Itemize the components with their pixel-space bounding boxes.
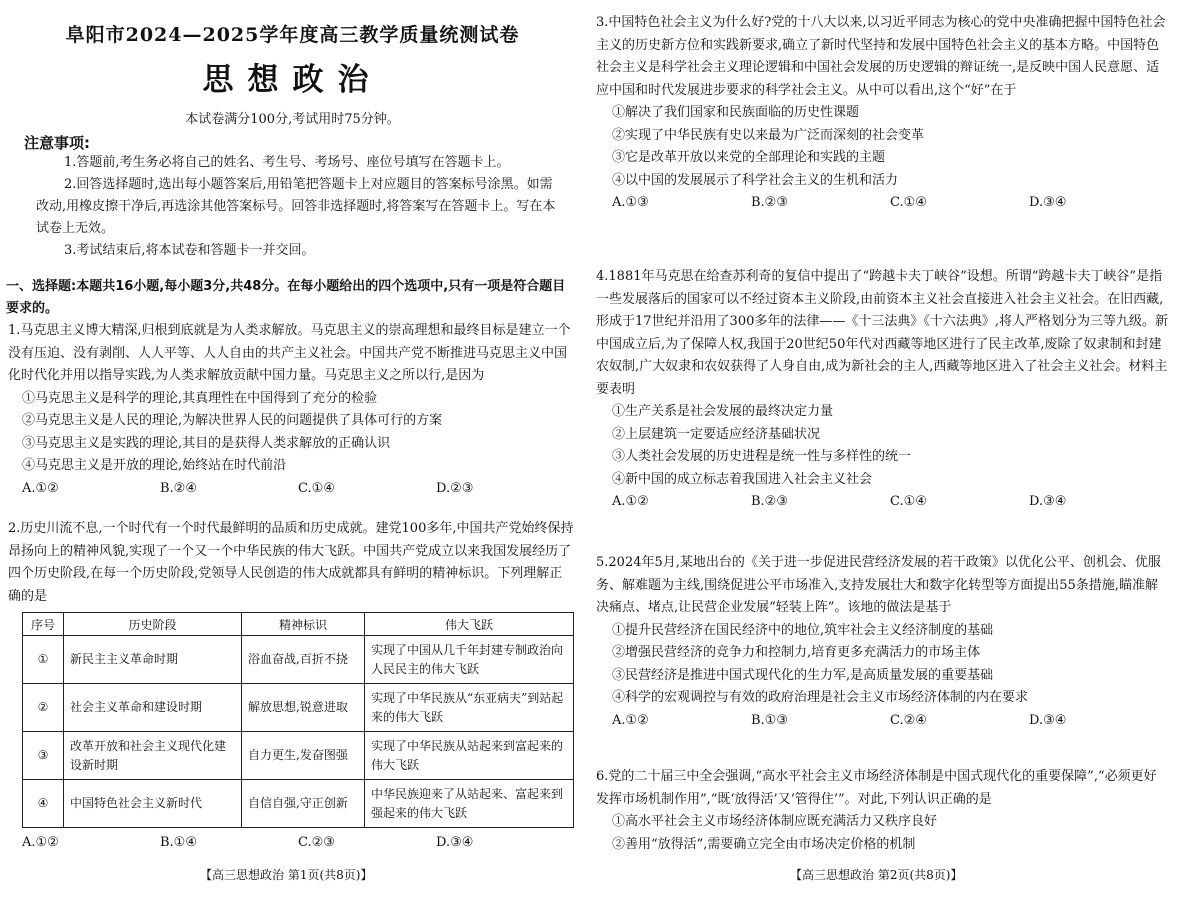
page-footer: 【高三思想政治 第2页(共8页)】: [790, 868, 963, 882]
choice-a: A.①②: [612, 712, 649, 728]
question-5: [596, 552, 1168, 732]
question-stem: 5.2024年5月,某地出台的《关于进一步促进民营经济发展的若干政策》以优化公平、创机会、优服务、解难题为主线,围绕促进公平市场准入,支持发展壮大和数字化转型等方面提出55条措施,瞄准解决痛点、堵点,让民营企业发展“轻装上阵”。该地的做法是基于: [596, 555, 1161, 615]
choice-c: C.②④: [890, 712, 927, 728]
table-row: [23, 780, 574, 828]
answer-choices: [22, 832, 574, 855]
answer-choices: [596, 491, 1168, 514]
question-2: [8, 518, 574, 608]
choice-c: C.①④: [298, 480, 335, 496]
option: ④马克思主义是开放的理论,始终站在时代前沿: [22, 458, 287, 473]
table-cell: ④: [23, 780, 64, 828]
table-header: [23, 613, 574, 636]
question-stem: 2.历史川流不息,一个时代有一个时代最鲜明的品质和历史成就。建党100多年,中国共产党始终保持昂扬向上的精神风貌,实现了一个又一个中华民族的伟大飞跃。中国共产党成立以来我国发展经历了四个历史阶段,在每一个历史阶段,党领导人民创造的伟大成就都具有鲜明的精神标识。下列理解正确的是: [8, 521, 574, 604]
option: ③它是改革开放以来党的全部理论和实践的主题: [612, 150, 886, 165]
choice-c: C.①④: [890, 195, 927, 210]
notice-item: 2.回答选择题时,选出每小题答案后,用铅笔把答题卡上对应题目的答案标号涂黑。如需改动,用橡皮擦干净后,再选涂其他答案标号。回答非选择题时,将答案写在答题卡上。写在本试卷上无效。: [36, 177, 556, 236]
table-cell: 实现了中华民族从站起来到富起来的伟大飞跃: [365, 732, 574, 780]
question-4: [596, 266, 1168, 514]
option: ②善用“放得活”,需要确立完全由市场决定价格的机制: [612, 836, 916, 852]
table-cell: ③: [23, 732, 64, 780]
question-stem: 3.中国特色社会主义为什么好?党的十八大以来,以习近平同志为核心的党中央准确把握中国特色社会主义的历史新方位和实践新要求,确立了新时代坚持和发展中国特色社会主义的基本方略。中国特色社会主义是科学社会主义理论逻辑和中国社会发展的历史逻辑的辩证统一,是反映中国人民意愿、适应中国和时代发展进步要求的科学社会主义。从中可以看出,这个“好”在于: [596, 15, 1166, 98]
option: ①生产关系是社会发展的最终决定力量: [612, 404, 834, 419]
table-cell: 自力更生,发奋图强: [242, 732, 365, 780]
choice-c: C.①④: [890, 494, 927, 509]
header-cell: 精神标识: [242, 613, 365, 636]
question-6: [596, 766, 1168, 856]
section-heading: 一、选择题:本题共16小题,每小题3分,共48分。在每小题给出的四个选项中,只有一项是符合题目要求的。: [6, 279, 566, 316]
answer-choices: [596, 710, 1168, 733]
option: ④科学的宏观调控与有效的政府治理是社会主义市场经济体制的内在要求: [612, 690, 1029, 705]
table-cell: 中华民族迎来了从站起来、富起来到强起来的伟大飞跃: [365, 780, 574, 828]
choice-c: C.②③: [298, 835, 335, 850]
question-3: [596, 12, 1168, 215]
header-cell: 伟大飞跃: [365, 613, 574, 636]
table-cell: 浴血奋战,百折不挠: [242, 636, 365, 684]
option: ③人类社会发展的历史进程是统一性与多样性的统一: [612, 449, 912, 464]
choice-b: B.②④: [160, 480, 197, 496]
choice-b: B.②③: [751, 195, 788, 210]
choice-a: A.①②: [612, 494, 649, 509]
option: ②增强民营经济的竞争力和控制力,培育更多充满活力的市场主体: [612, 645, 981, 660]
option: ②实现了中华民族有史以来最为广泛而深刻的社会变革: [612, 127, 925, 143]
question-stem: 4.1881年马克思在给查苏利奇的复信中提出了“跨越卡夫丁峡谷”设想。所谓“跨越卡夫丁峡谷”是指一些发展落后的国家可以不经过资本主义阶段,由前资本主义社会直接进入社会主义社会。在旧西藏,形成于17世纪并沿用了300多年的法律——《十三法典》《十六法典》,将人严格划分为三等九级。新中国成立后,为了保障人权,我国于20世纪50年代对西藏等地区进行了民主改革,废除了奴隶制和封建农奴制,广大奴隶和农奴获得了人身自由,成为新社会的主人,西藏等地区进入了社会主义社会。材料主要表明: [596, 269, 1168, 397]
choice-b: B.②③: [751, 494, 788, 509]
choice-a: A.①②: [22, 835, 59, 850]
history-table: [22, 612, 574, 828]
header-cell: 历史阶段: [64, 613, 242, 636]
option: ①高水平社会主义市场经济体制应既充满活力又秩序良好: [612, 814, 938, 829]
table-row: [23, 636, 574, 684]
question-stem: 6.党的二十届三中全会强调,“高水平社会主义市场经济体制是中国式现代化的重要保障”,“必须更好发挥市场机制作用”,“既‘放得活’又‘管得住’”。对此,下列认识正确的是: [596, 769, 1157, 807]
exam-title: 阜阳市2024—2025学年度高三教学质量统测试卷: [65, 24, 520, 46]
option: ①解决了我们国家和民族面临的历史性课题: [612, 105, 860, 120]
table-cell: 实现了中华民族从“东亚病夫”到站起来的伟大飞跃: [365, 684, 574, 732]
table-cell: 社会主义革命和建设时期: [64, 684, 242, 732]
choice-a: A.①②: [22, 480, 59, 496]
page-2: [592, 0, 1182, 897]
table-cell: ①: [23, 636, 64, 684]
question-stem: 1.马克思主义博大精深,归根到底就是为人类求解放。马克思主义的崇高理想和最终目标是建立一个没有压迫、没有剥削、人人平等、人人自由的共产主义社会。中国共产党不断推进马克思主义中国化时代化并用以指导实践,为人类求解放贡献中国力量。马克思主义之所以行,是因为: [8, 323, 571, 383]
option: ①提升民营经济在国民经济中的地位,筑牢社会主义经济制度的基础: [612, 622, 994, 638]
question-1: [8, 320, 574, 500]
choice-d: D.③④: [1029, 195, 1067, 210]
option: ④新中国的成立标志着我国进入社会主义社会: [612, 471, 873, 487]
option: ④以中国的发展展示了科学社会主义的生机和活力: [612, 172, 899, 188]
table-cell: 自信自强,守正创新: [242, 780, 365, 828]
table-cell: 新民主主义革命时期: [64, 636, 242, 684]
choice-a: A.①③: [612, 195, 649, 210]
choice-d: D.②③: [436, 480, 474, 496]
header-cell: 序号: [23, 613, 64, 636]
table-row: [23, 732, 574, 780]
option: ①马克思主义是科学的理论,其真理性在中国得到了充分的检验: [22, 390, 378, 406]
option: ②上层建筑一定要适应经济基础状况: [612, 426, 821, 442]
page-footer: 【高三思想政治 第1页(共8页)】: [200, 868, 373, 882]
choice-d: D.③④: [1029, 494, 1067, 509]
choice-b: B.①③: [751, 712, 788, 728]
option: ②马克思主义是人民的理论,为解决世界人民的问题提供了具体可行的方案: [22, 413, 443, 428]
subject-title: 思想政治: [202, 62, 383, 98]
choice-d: D.③④: [1029, 712, 1067, 728]
choice-b: B.①④: [160, 835, 197, 850]
table-cell: 解放思想,锐意进取: [242, 684, 365, 732]
notice-title: 注意事项:: [24, 134, 90, 152]
notice-list: [36, 152, 556, 262]
notice-item: 1.答题前,考生务必将自己的姓名、考生号、考场号、座位号填写在答题卡上。: [64, 155, 510, 170]
table-cell: 改革开放和社会主义现代化建设新时期: [64, 732, 242, 780]
table-row: [23, 684, 574, 732]
question-2-choices: [22, 832, 574, 855]
table-cell: 中国特色社会主义新时代: [64, 780, 242, 828]
option: ③民营经济是推进中国式现代化的生力军,是高质量发展的重要基础: [612, 667, 994, 683]
choice-d: D.③④: [436, 835, 474, 850]
answer-choices: [8, 478, 574, 501]
notice-item: 3.考试结束后,将本试卷和答题卡一并交回。: [64, 243, 315, 258]
table-cell: ②: [23, 684, 64, 732]
table-cell: 实现了中国从几千年封建专制政治向人民民主的伟大飞跃: [365, 636, 574, 684]
exam-info: 本试卷满分100分,考试用时75分钟。: [185, 112, 400, 127]
page-1: [0, 0, 585, 897]
answer-choices: [596, 192, 1168, 215]
option: ③马克思主义是实践的理论,其目的是获得人类求解放的正确认识: [22, 435, 391, 451]
